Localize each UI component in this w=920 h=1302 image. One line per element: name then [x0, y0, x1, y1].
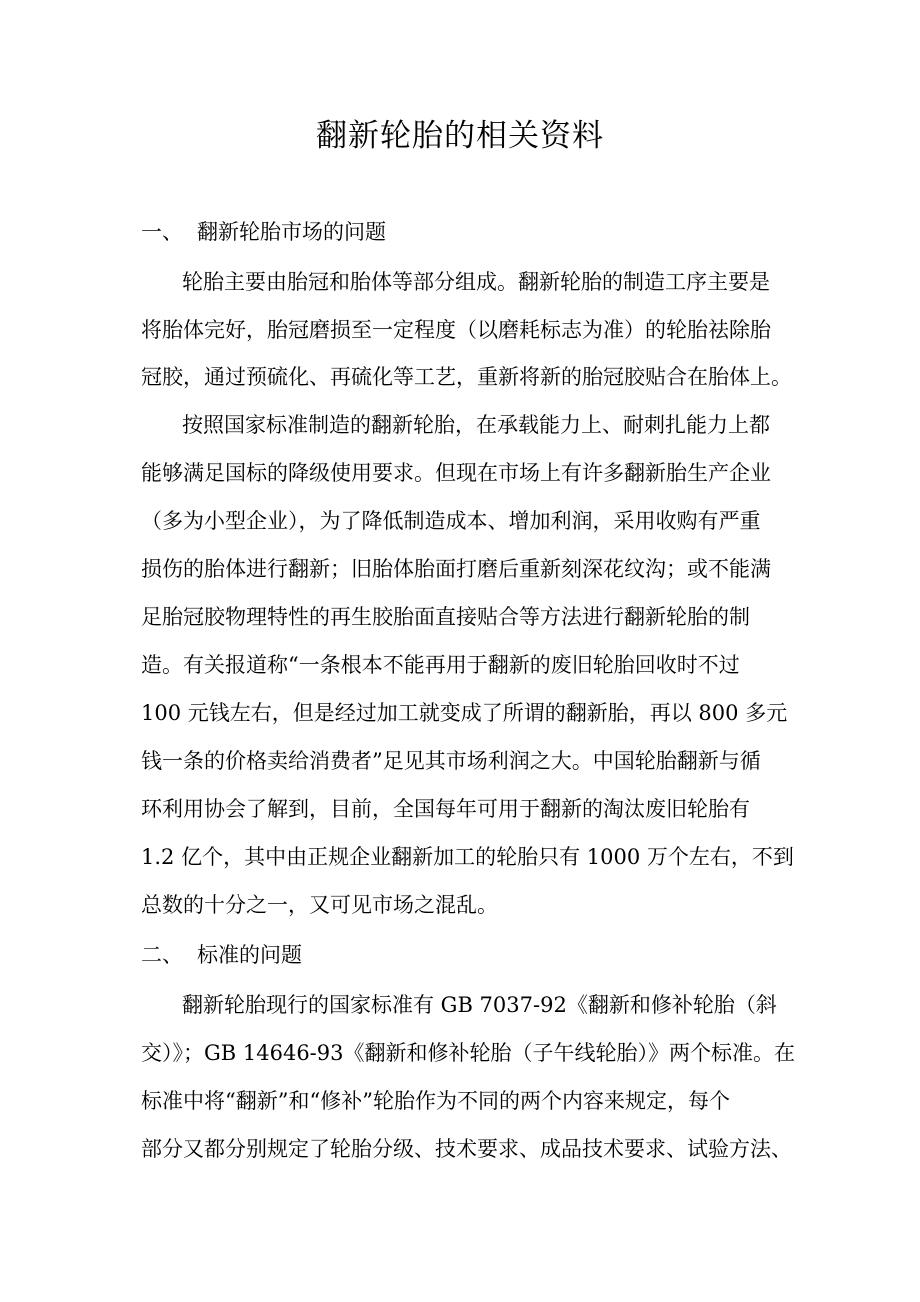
paragraph-line: 造。有关报道称“一条根本不能再用于翻新的废旧轮胎回收时不过 [141, 653, 740, 677]
section-1-title: 翻新轮胎市场的问题 [197, 220, 386, 244]
section-2-title: 标准的问题 [197, 943, 302, 967]
paragraph-line: 100 元钱左右，但是经过加工就变成了所谓的翻新胎，再以 800 多元 [141, 701, 788, 725]
paragraph-line: 足胎冠胶物理特性的再生胶胎面直接贴合等方法进行翻新轮胎的制 [141, 605, 750, 629]
section-2-heading [141, 940, 302, 970]
paragraph-line: 冠胶，通过预硫化、再硫化等工艺，重新将新的胎冠胶贴合在胎体上。 [141, 365, 792, 389]
paragraph-line: 交）》；GB 14646-93《翻新和修补轮胎（子午线轮胎）》两个标准。在 [141, 1041, 796, 1065]
paragraph-line: 将胎体完好，胎冠磨损至一定程度（以磨耗标志为准）的轮胎祛除胎 [141, 318, 771, 342]
section-1-number: 一、 [141, 220, 183, 244]
section-2-number: 二、 [141, 943, 183, 967]
paragraph-line: 标准中将“翻新”和“修补”轮胎作为不同的两个内容来规定，每个 [141, 1089, 730, 1113]
paragraph-line: 轮胎主要由胎冠和胎体等部分组成。翻新轮胎的制造工序主要是 [182, 270, 770, 294]
paragraph-line: 能够满足国标的降级使用要求。但现在市场上有许多翻新胎生产企业 [141, 461, 771, 485]
paragraph-line: （多为小型企业），为了降低制造成本、增加利润，采用收购有严重 [141, 509, 761, 533]
section-1-heading [141, 217, 386, 247]
paragraph-line: 部分又都分别规定了轮胎分级、技术要求、成品技术要求、试验方法、 [141, 1137, 792, 1161]
document-title: 翻新轮胎的相关资料 [316, 118, 604, 154]
paragraph-line: 按照国家标准制造的翻新轮胎，在承载能力上、耐刺扎能力上都 [182, 413, 770, 437]
paragraph-line: 翻新轮胎现行的国家标准有 GB 7037-92《翻新和修补轮胎（斜 [182, 993, 777, 1017]
paragraph-line: 钱一条的价格卖给消费者”足见其市场利润之大。中国轮胎翻新与循 [141, 749, 761, 773]
paragraph-line: 总数的十分之一，又可见市场之混乱。 [141, 893, 498, 917]
paragraph-line: 1.2 亿个，其中由正规企业翻新加工的轮胎只有 1000 万个左右，不到 [141, 845, 794, 869]
paragraph-line: 环利用协会了解到，目前，全国每年可用于翻新的淘汰废旧轮胎有 [141, 797, 750, 821]
paragraph-line: 损伤的胎体进行翻新；旧胎体胎面打磨后重新刻深花纹沟；或不能满 [141, 557, 771, 581]
